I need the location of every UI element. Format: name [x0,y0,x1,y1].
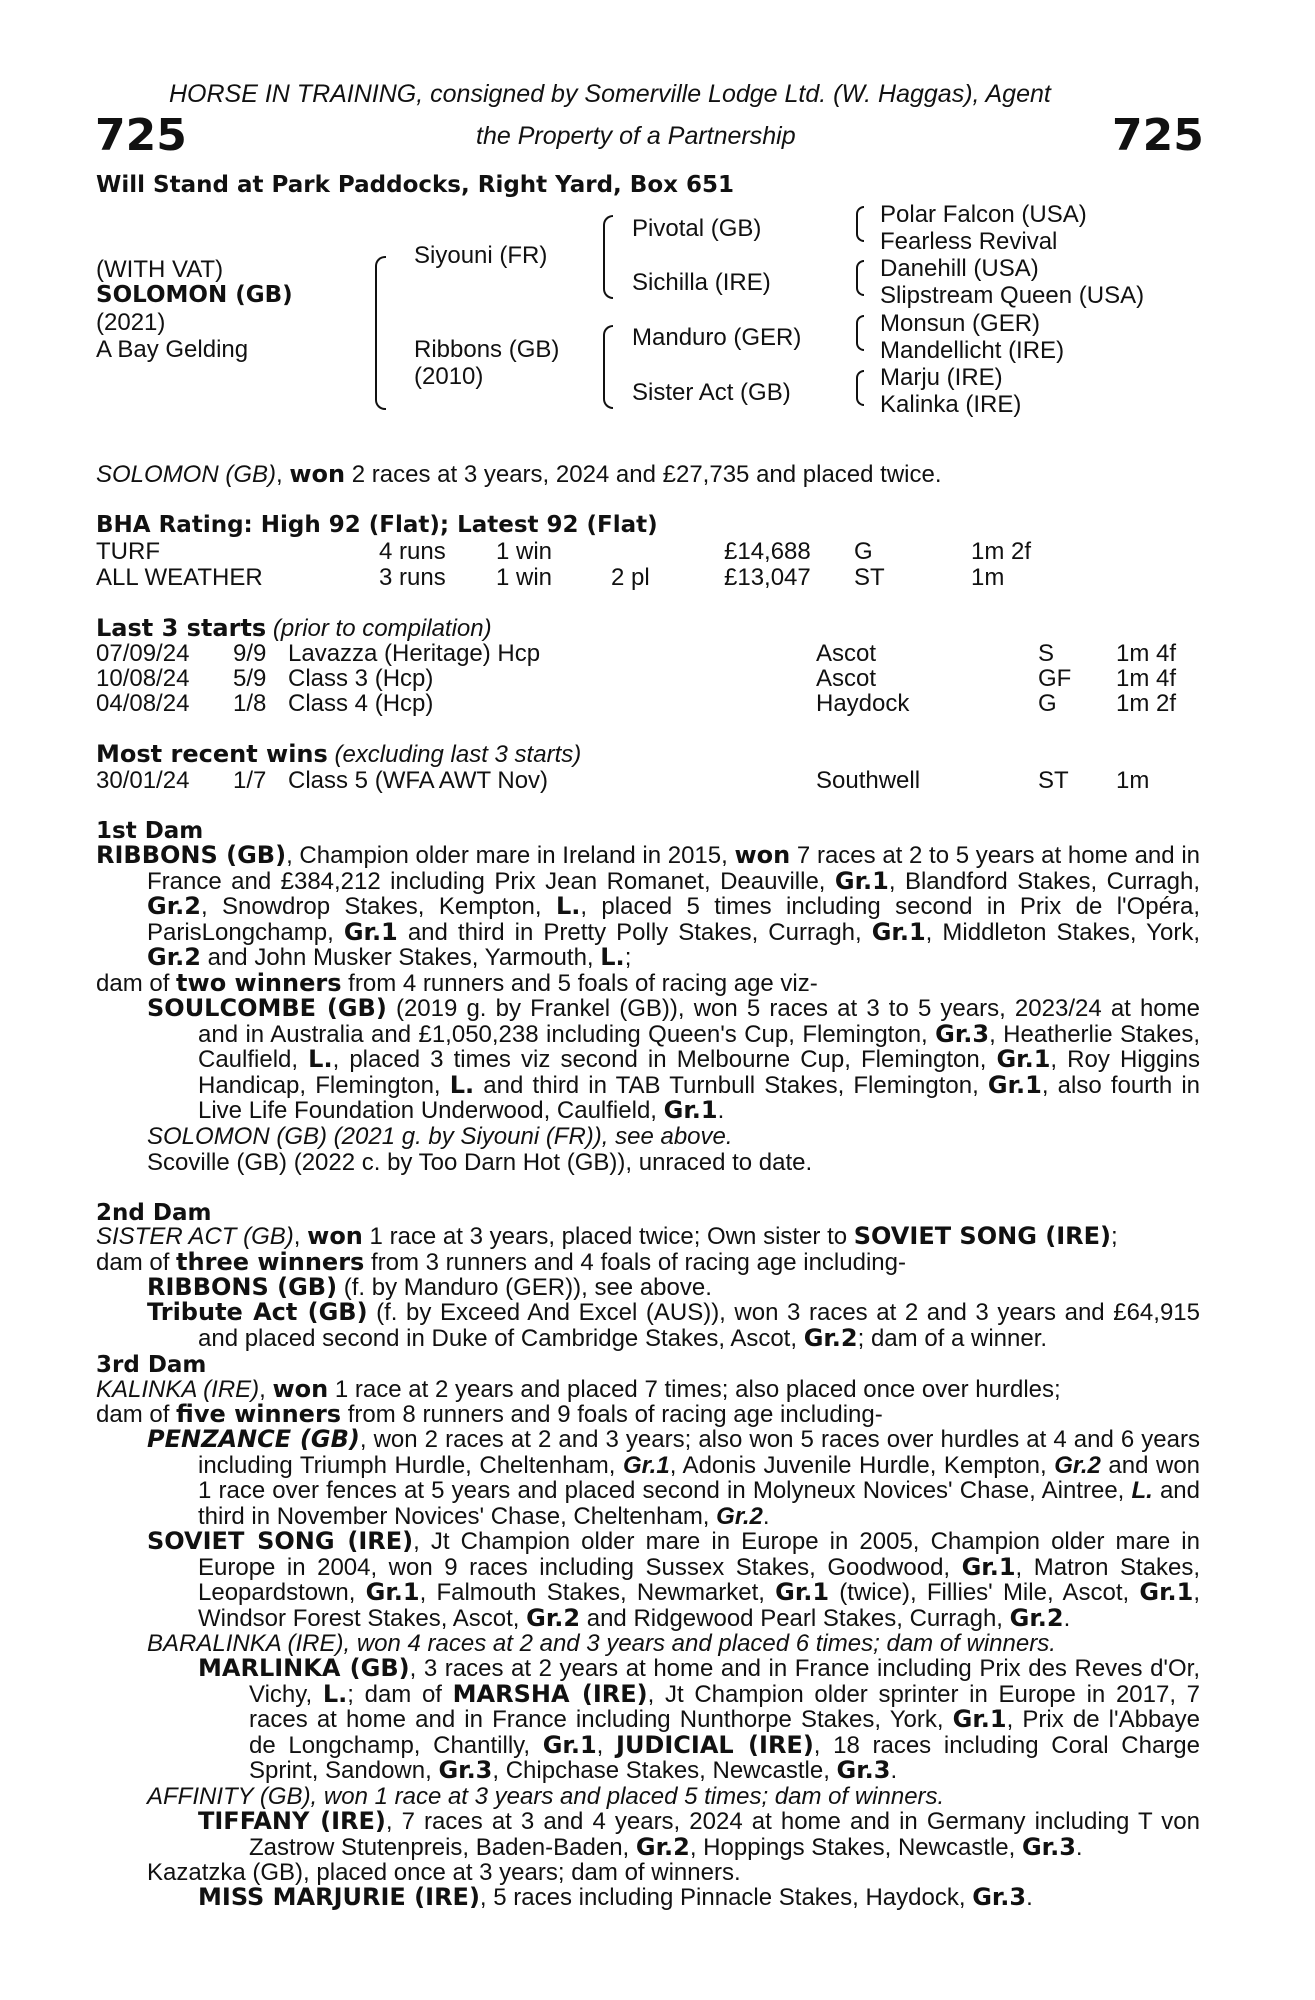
first-dam-foal-soulcombe: SOULCOMBE (GB) (2019 g. by Frankel (GB)), won 5 races at 3 to 5 years, 2023/24 at home and in Australia and £1,050,238 including Queen's Cup, Flemington, Gr.3, Heatherlie Stakes, Caulfield, L., placed 3 times viz second in Melbourne Cup, Flemington, Gr.1, Roy Higgins Handicap, Flemington, L. and third in TAB Turnbull Stakes, Flemington, Gr.1, also fourth in Live Life Foundation Underwood, Caulfield, Gr.1. [147,994,1201,1124]
pedigree-dsd: Mandellicht (IRE) [880,337,1065,364]
pedigree-brace-ss [856,206,864,242]
third-dam-heading: 3rd Dam [96,1352,207,1378]
pedigree-dss: Monsun (GER) [880,310,1041,337]
third-dam-foal-soviet-song: SOVIET SONG (IRE), Jt Champion older mare in Europe in 2005, Champion older mare in Europe in 2004, won 9 races including Sussex Stakes, Goodwood, Gr.1, Matron Stakes, Leopardstown, Gr.1, Falmouth Stakes, Newmarket, Gr.1 (twice), Fillies' Mile, Ascot, Gr.1, Windsor Forest Stakes, Ascot, Gr.2 and Ridgewood Pearl Stakes, Curragh, Gr.2. [147,1527,1200,1632]
lot-number-right: 725 [1112,110,1204,161]
third-dam-produce: dam of five winners from 8 runners and 9 foals of racing age including- [96,1400,883,1428]
pedigree-sire: Siyouni (FR) [414,242,548,269]
pedigree-dam-dam: Sister Act (GB) [632,379,791,406]
third-dam-foal-penzance: PENZANCE (GB), won 2 races at 2 and 3 years; also won 5 races over hurdles at 4 and 6 years including Triumph Hurdle, Cheltenham, Gr.1, Adonis Juvenile Hurdle, Kempton, Gr.2 and won 1 race over fences at 5 years and placed second in Molyneux Novices' Chase, Aintree, L. and third in November Novices' Chase, Cheltenham, Gr.2. [147,1425,1201,1530]
pedigree-brace-sire [603,215,613,299]
first-dam-foal-solomon: SOLOMON (GB) (2021 g. by Siyouni (FR)), see above. [147,1123,733,1150]
pedigree-sire-sire: Pivotal (GB) [632,215,762,242]
recent-wins-heading: Most recent wins (excluding last 3 starts) [96,740,582,768]
pedigree-ddd: Kalinka (IRE) [880,391,1022,418]
pedigree-dam-sire: Manduro (GER) [632,324,802,351]
third-dam-foal-baralinka: BARALINKA (IRE), won 4 races at 2 and 3 years and placed 6 times; dam of winners. [147,1630,1056,1657]
header-property: the Property of a Partnership [476,122,796,150]
pedigree-sire-dam: Sichilla (IRE) [632,269,771,296]
last3-row: 10/08/24 5/9 Class 3 (Hcp) Ascot GF 1m 4f [96,665,1177,692]
second-dam-produce: dam of three winners from 3 runners and 4 foals of racing age including- [96,1248,906,1276]
lot-number-left: 725 [95,110,187,161]
last3-row: 07/09/24 9/9 Lavazza (Heritage) Hcp Ascot S 1m 4f [96,640,1177,667]
second-dam-heading: 2nd Dam [96,1200,212,1226]
third-dam-foal-affinity: AFFINITY (GB), won 1 race at 3 years and placed 5 times; dam of winners. [147,1783,945,1810]
summary-name: SOLOMON (GB) [96,461,277,488]
last3-row: 04/08/24 1/8 Class 4 (Hcp) Haydock G 1m 2f [96,690,1177,717]
race-summary: SOLOMON (GB), won 2 races at 3 years, 2024 and £27,735 and placed twice. [96,460,942,488]
third-dam-foal-kazatzka: Kazatzka (GB), placed once at 3 years; dam of winners. [147,1859,741,1886]
pedigree-brace-dam [603,325,613,409]
pedigree-sds: Danehill (USA) [880,255,1039,282]
bha-rating-title: BHA Rating: High 92 (Flat); Latest 92 (Flat) [96,512,658,538]
horse-description: A Bay Gelding [96,336,249,363]
third-dam-granddaughter-tiffany: TIFFANY (IRE), 7 races at 3 and 4 years, 2024 at home and in Germany including T von Zastrow Stutenpreis, Baden-Baden, Gr.2, Hoppings Stakes, Newcastle, Gr.3. [198,1807,1200,1861]
pedigree-brace-dd [856,370,864,406]
header-consignor: HORSE IN TRAINING, consigned by Somerville Lodge Ltd. (W. Haggas), Agent [169,80,1051,108]
first-dam-heading: 1st Dam [96,818,204,844]
rating-row-allweather: ALL WEATHER 3 runs 1 win 2 pl £13,047 ST 1m [96,564,1005,591]
second-dam-foal-ribbons: RIBBONS (GB) (f. by Manduro (GER)), see above. [147,1273,712,1301]
rating-row-turf: TURF 4 runs 1 win £14,688 G 1m 2f [96,538,1032,565]
pedigree-dam: Ribbons (GB) [414,336,560,363]
third-dam-granddaughter-miss-marjurie: MISS MARJURIE (IRE), 5 races including Pinnacle Stakes, Haydock, Gr.3. [198,1883,1033,1911]
first-dam-produce: dam of two winners from 4 runners and 5 foals of racing age viz- [96,969,818,997]
pedigree-brace-1 [375,256,386,410]
pedigree-brace-ds [856,315,864,351]
horse-name: SOLOMON (GB) [96,282,293,308]
third-dam-para: KALINKA (IRE), won 1 race at 2 years and placed 7 times; also placed once over hurdles; [96,1375,1061,1403]
pedigree-dam-year: (2010) [414,363,484,390]
third-dam-granddaughter-marlinka: MARLINKA (GB), 3 races at 2 years at home and in France including Prix des Reves d'Or, Vichy, L.; dam of MARSHA (IRE), Jt Champion older sprinter in Europe in 2017, 7 races at home and in France including Nunthorpe Stakes, York, Gr.1, Prix de l'Abbaye de Longchamp, Chantilly, Gr.1, JUDICIAL (IRE), 18 races including Coral Charge Sprint, Sandown, Gr.3, Chipchase Stakes, Newcastle, Gr.3. [198,1654,1201,1784]
second-dam-foal-tribute-act: Tribute Act (GB) (f. by Exceed And Excel (AUS)), won 3 races at 2 and 3 years and £64,915 and placed second in Duke of Cambridge Stakes, Ascot, Gr.2; dam of a winner. [147,1298,1200,1352]
stand-location: Will Stand at Park Paddocks, Right Yard, Box 651 [96,172,734,198]
horse-year: (2021) [96,309,166,336]
pedigree-sdd: Slipstream Queen (USA) [880,282,1145,309]
pedigree-ssd: Fearless Revival [880,228,1058,255]
last3-heading: Last 3 starts (prior to compilation) [96,614,492,642]
vat-note: (WITH VAT) [96,256,224,283]
pedigree-brace-sd [856,260,864,296]
first-dam-para: RIBBONS (GB), Champion older mare in Ireland in 2015, won 7 races at 2 to 5 years at home and in France and £384,212 including Prix Jean Romanet, Deauville, Gr.1, Blandford Stakes, Curragh, Gr.2, Snowdrop Stakes, Kempton, L., placed 5 times including second in Prix de l'Opéra, ParisLongchamp, Gr.1 and third in Pretty Polly Stakes, Curragh, Gr.1, Middleton Stakes, York, Gr.2 and John Musker Stakes, Yarmouth, L.; [96,841,1201,971]
pedigree-sss: Polar Falcon (USA) [880,201,1087,228]
first-dam-foal-scoville: Scoville (GB) (2022 c. by Too Darn Hot (GB)), unraced to date. [147,1149,813,1176]
pedigree-dds: Marju (IRE) [880,364,1003,391]
recent-win-row: 30/01/24 1/7 Class 5 (WFA AWT Nov) Southwell ST 1m [96,767,1150,794]
second-dam-para: SISTER ACT (GB), won 1 race at 3 years, placed twice; Own sister to SOVIET SONG (IRE); [96,1222,1118,1250]
